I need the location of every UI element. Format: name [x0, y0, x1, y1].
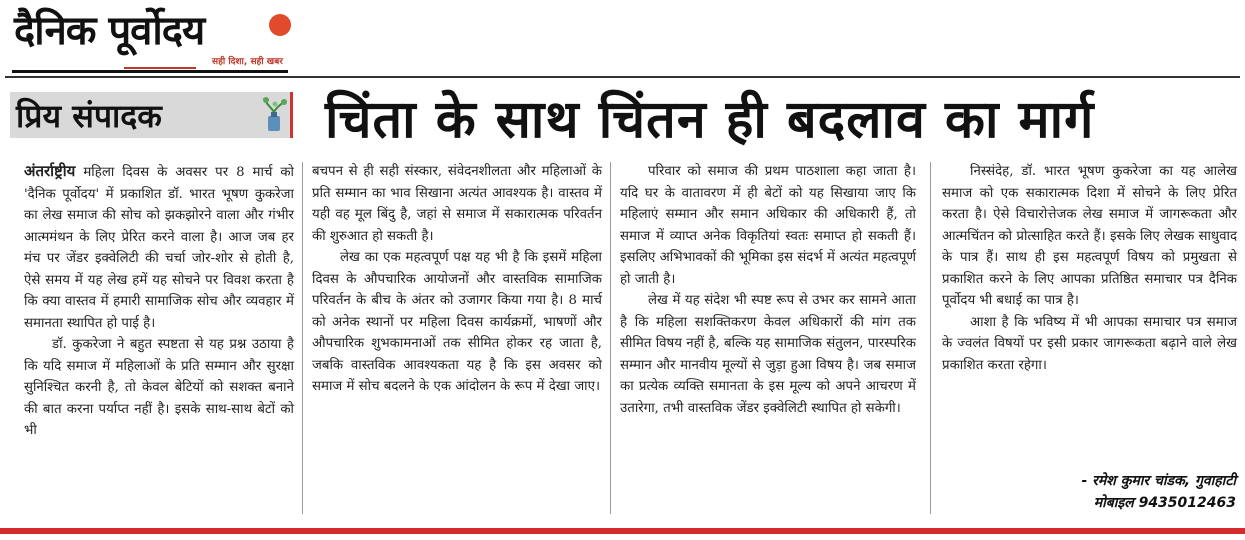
masthead-red-line [124, 67, 196, 69]
masthead-logo-dot [269, 14, 291, 36]
column-4 [942, 161, 1237, 376]
ink-bottle-plant-icon [262, 96, 288, 138]
masthead [12, 4, 292, 70]
paragraph: डॉ. कुकरेजा ने बहुत स्पष्टता से यह प्रश्न उठाया है कि यदि समाज में महिलाओं के प्रति सम्मान और सुरक्षा सुनिश्चित करनी है, तो केवल बेटियों को सशक्त बनाने की बात करना पर्याप्त नहीं है। इसके साथ-साथ बेटों को भी [24, 337, 294, 438]
paragraph [24, 161, 294, 334]
newspaper-name: दैनिक पूर्वोदय [14, 8, 205, 54]
section-badge [10, 92, 293, 138]
section-label: प्रिय संपादक [16, 97, 162, 135]
column-2 [312, 161, 602, 398]
column-1 [24, 161, 294, 442]
column-divider [930, 162, 931, 514]
signature [1000, 470, 1236, 514]
column-divider [610, 162, 611, 514]
paragraph: परिवार को समाज की प्रथम पाठशाला कहा जाता है। यदि घर के वातावरण में ही बेटों को यह सिखाया जाए कि महिलाएं सम्मान और समान अधिकार की अधिकारी हैं, तो समाज में व्याप्त अनेक विकृतियां स्वतः समाप्त हो सकती हैं। इसलिए अभिभावकों की भूमिका इस संदर्भ में अत्यंत महत्वपूर्ण हो जाती है। [620, 164, 916, 287]
newspaper-tagline: सही दिशा, सही खबर [212, 57, 283, 67]
article-headline: चिंता के साथ चिंतन ही बदलाव का मार्ग [325, 90, 1095, 150]
paragraph: लेख का एक महत्वपूर्ण पक्ष यह भी है कि इसमें महिला दिवस के औपचारिक आयोजनों और वास्तविक सामाजिक परिवर्तन के बीच के अंतर को उजागर किया गया है। 8 मार्च को अनेक स्थानों पर महिला दिवस कार्यक्रमों, भाषणों और औपचारिक शुभकामनाओं तक सीमित होकर रह जाता है, जबकि वास्तविक आवश्यकता यह है कि इस अवसर को समाज में सोच बदलने के एक आंदोलन के रूप में देखा जाए। [312, 250, 602, 394]
top-divider [5, 76, 1240, 78]
column-3 [620, 161, 916, 419]
paragraph: आशा है कि भविष्य में भी आपका समाचार पत्र समाज के ज्वलंत विषयों पर इसी प्रकार जागरूकता बढ़ाने वाले लेख प्रकाशित करता रहेगा। [942, 314, 1237, 373]
paragraph: निस्संदेह, डॉ. भारत भूषण कुकरेजा का यह आलेख समाज को एक सकारात्मक दिशा में सोचने के लिए प्रेरित करता है। ऐसे विचारोत्तेजक लेख समाज में जागरूकता और आत्मचिंतन को प्रोत्साहित करते हैं। इसके लिए लेखक साधुवाद के पात्र हैं। साथ ही इस महत्वपूर्ण विषय को प्रमुखता से प्रकाशित करने के लिए आपका प्रतिष्ठित समाचार पत्र दैनिक पूर्वोदय भी बधाई का पात्र है। [942, 164, 1237, 308]
paragraph: लेख में यह संदेश भी स्पष्ट रूप से उभर कर सामने आता है कि महिला सशक्तिकरण केवल अधिकारों की मांग तक सीमित विषय नहीं है, बल्कि यह सामाजिक संतुलन, पारस्परिक सम्मान और मानवीय मूल्यों से जुड़ा हुआ विषय है। जब समाज का प्रत्येक व्यक्ति समानता के इस मूल्य को अपने आचरण में उतारेगा, तभी वास्तविक जेंडर इक्वेलिटी स्थापित हो सकेगी। [620, 293, 916, 416]
bottom-red-rule [0, 528, 1245, 534]
masthead-underline [12, 70, 288, 73]
column-divider [302, 162, 303, 514]
signature-name: - रमेश कुमार चांडक, गुवाहाटी [1081, 473, 1236, 489]
paragraph: बचपन से ही सही संस्कार, संवेदनशीलता और महिलाओं के प्रति सम्मान का भाव सिखाना अत्यंत आवश्यक है। वास्तव में यही वह मूल बिंदु है, जहां से समाज में सकारात्मक परिवर्तन की शुरुआत हो सकती है। [312, 164, 602, 244]
paragraph-text: महिला दिवस के अवसर पर 8 मार्च को 'दैनिक पूर्वोदय' में प्रकाशित डॉ. भारत भूषण कुकरेजा का लेख समाज की सोच को झकझोरने वाला और गंभीर आत्ममंथन के लिए प्रेरित करने वाला है। आज जब हर मंच पर जेंडर इक्वेलिटी की चर्चा जोर-शोर से होती है, ऐसे समय में यह लेख हमें यह सोचने पर विवश करता है कि क्या वास्तव में हमारी सामाजिक सोच और व्यवहार में समानता स्थापित हो पाई है। [24, 165, 294, 331]
signature-phone: मोबाइल 9435012463 [1093, 495, 1236, 511]
kicker: अंतर्राष्ट्रीय [24, 162, 76, 180]
